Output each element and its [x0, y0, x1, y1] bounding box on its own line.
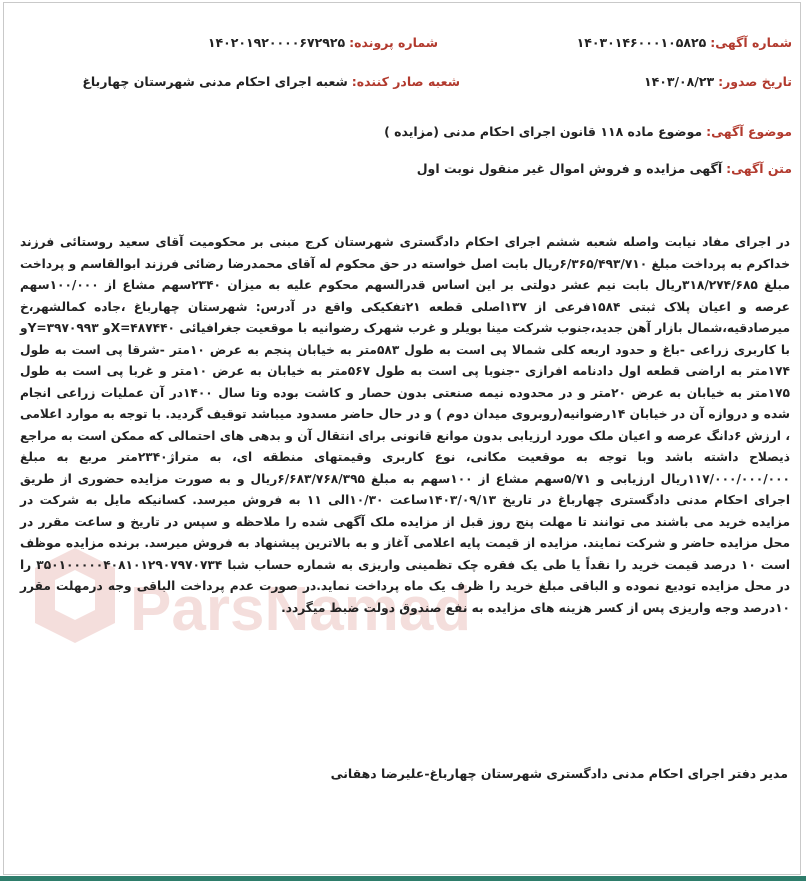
- issuer-value: شعبه اجرای احکام مدنی شهرستان چهارباغ: [82, 74, 348, 89]
- case-number-row: [208, 35, 438, 50]
- bottom-accent-bar: [0, 876, 806, 881]
- case-number-value: ۱۴۰۲۰۱۹۲۰۰۰۰۶۷۲۹۲۵: [207, 35, 346, 50]
- subject-value: موضوع ماده ۱۱۸ قانون اجرای احکام مدنی (مزایده ): [384, 124, 703, 139]
- notice-title-row: [417, 161, 792, 176]
- subject-label: موضوع آگهی:: [706, 124, 792, 139]
- notice-number-value: ۱۴۰۳۰۱۴۶۰۰۰۱۰۵۸۲۵: [576, 35, 707, 50]
- notice-body-paragraph: در اجرای مفاد نیابت واصله شعبه ششم اجرای احکام دادگستری شهرستان کرج مبنی بر محکومیت آقای سعید روستائی فرزند خداکرم به پرداخت مبلغ ۶/۳۶۵/۴۹۳/۷۱۰ریال بابت اصل خواسته در حق محکوم له آقای محمدرضا رضائی فرزند ابوالقاسم و پرداخت مبلغ ۳۱۸/۲۷۴/۶۸۵ریال بابت نیم عشر دولتی بر این اساس قدرالسهم محکوم علیه به میزان ۲۳۴۰سهم مشاع از ۱۰۰/۰۰۰سهم عرصه و اعیان پلاک ثبتی ۱۵۸۴فرعی از ۱۳۷اصلی قطعه ۲۱تفکیکی واقع در آدرس: شهرستان چهارباغ ،جاده کمالشهر،خ میرصادقیه،شمال بازار آهن جدید،جنوب شرکت مینا بویلر و غرب شهرک رضوانیه با موقعیت جغرافیائی X=۴۸۷۴۴۰و Y=۳۹۷۰۹۹۳و با کاربری زراعی -باغ و حدود اربعه کلی شمالا پی است به طول ۵۸۳متر به خیابان پنجم به عرض ۱۰متر -شرقا پی است به طول ۱۷۴متر به اراضی قطعه اول دادنامه افرازی -جنوبا پی است به طول ۵۶۷متر به خیابان به عرض ۱۰متر و غربا پی است به طول ۱۷۵متر به خیابان به عرض ۲۰متر و در محدوده نیمه صنعتی بدون حصار و کاشت بوده وتا سال ۱۴۰۰در آن عملیات زراعی انجام شده و دروازه آن در خیابان ۱۴رضوانیه(روبروی میدان دوم ) و در حال حاضر مسدود میباشد توقیف گردید. با توجه به موارد اعلامی ، ارزش ۶دانگ عرصه و اعیان ملک مورد ارزیابی بدون موانع قانونی برای انتقال آن و بدهی های احتمالی که ممکن است به مراجع ذیصلاح داشته باشد وبا توجه به موقعیت مکانی، نوع کاربری وقیمتهای منطقه ای، به متراژ۲۳۴۰متر مربع به مبلغ ۱۱۷/۰۰۰/۰۰۰/۰۰۰ریال ارزیابی و ۵/۷۱سهم مشاع از ۱۰۰سهم به مبلغ ۶/۶۸۳/۷۶۸/۳۹۵ریال و به صورت مزایده حضوری از طریق اجرای احکام مدنی دادگستری چهارباغ در تاریخ ۱۴۰۳/۰۹/۱۳ساعت ۱۰/۳۰الی ۱۱ به فروش میرسد. کسانیکه مایل به شرکت در مزایده خرید می باشند می توانند تا مهلت پنج روز قبل از مزایده ملک آگهی شده را ملاحظه و سپس در تاریخ و ساعت مقرر در محل مزایده حاضر و شرکت نمایند. مزایده از قیمت پایه اعلامی آغاز و به بالاترین پیشنهاد به فروش میرسد. برنده مزایده موظف است ۱۰ درصد قیمت خرید را نقداً یا طی یک فقره چک تظمینی واریزی به شماره حساب شبا ۳۵۰۱۰۰۰۰۰۴۰۸۱۰۱۲۹۰۷۹۷۰۷۳۴ را در محل مزایده تودیع نموده و الباقی مبلغ خرید را ظرف یک ماه پرداخت نماید.در صورت عدم پرداخت الباقی وجه درمهلت مقرر ۱۰درصد وجه واریزی پس از کسر هزینه های مزایده به نفع صندوق دولت ضبط میگردد.: [20, 235, 791, 615]
- subject-row: [384, 124, 792, 139]
- issue-date-row: [644, 74, 792, 89]
- issuer-row: [82, 74, 460, 89]
- case-number-label: شماره پرونده:: [349, 35, 438, 50]
- signature-line: مدیر دفتر اجرای احکام مدنی دادگستری شهرستان چهارباغ-علیرضا دهقانی: [330, 766, 788, 781]
- watermark-text: ParsNamad: [130, 575, 472, 644]
- issue-date-label: تاریخ صدور:: [718, 74, 792, 89]
- notice-text-label: متن آگهی:: [726, 161, 792, 176]
- issue-date-value: ۱۴۰۳/۰۸/۲۳: [643, 74, 715, 89]
- notice-number-row: [577, 35, 792, 50]
- issuer-label: شعبه صادر کننده:: [351, 74, 460, 89]
- notice-number-label: شماره آگهی:: [710, 35, 792, 50]
- notice-text-value: آگهی مزایده و فروش اموال غیر منقول نوبت اول: [416, 161, 723, 176]
